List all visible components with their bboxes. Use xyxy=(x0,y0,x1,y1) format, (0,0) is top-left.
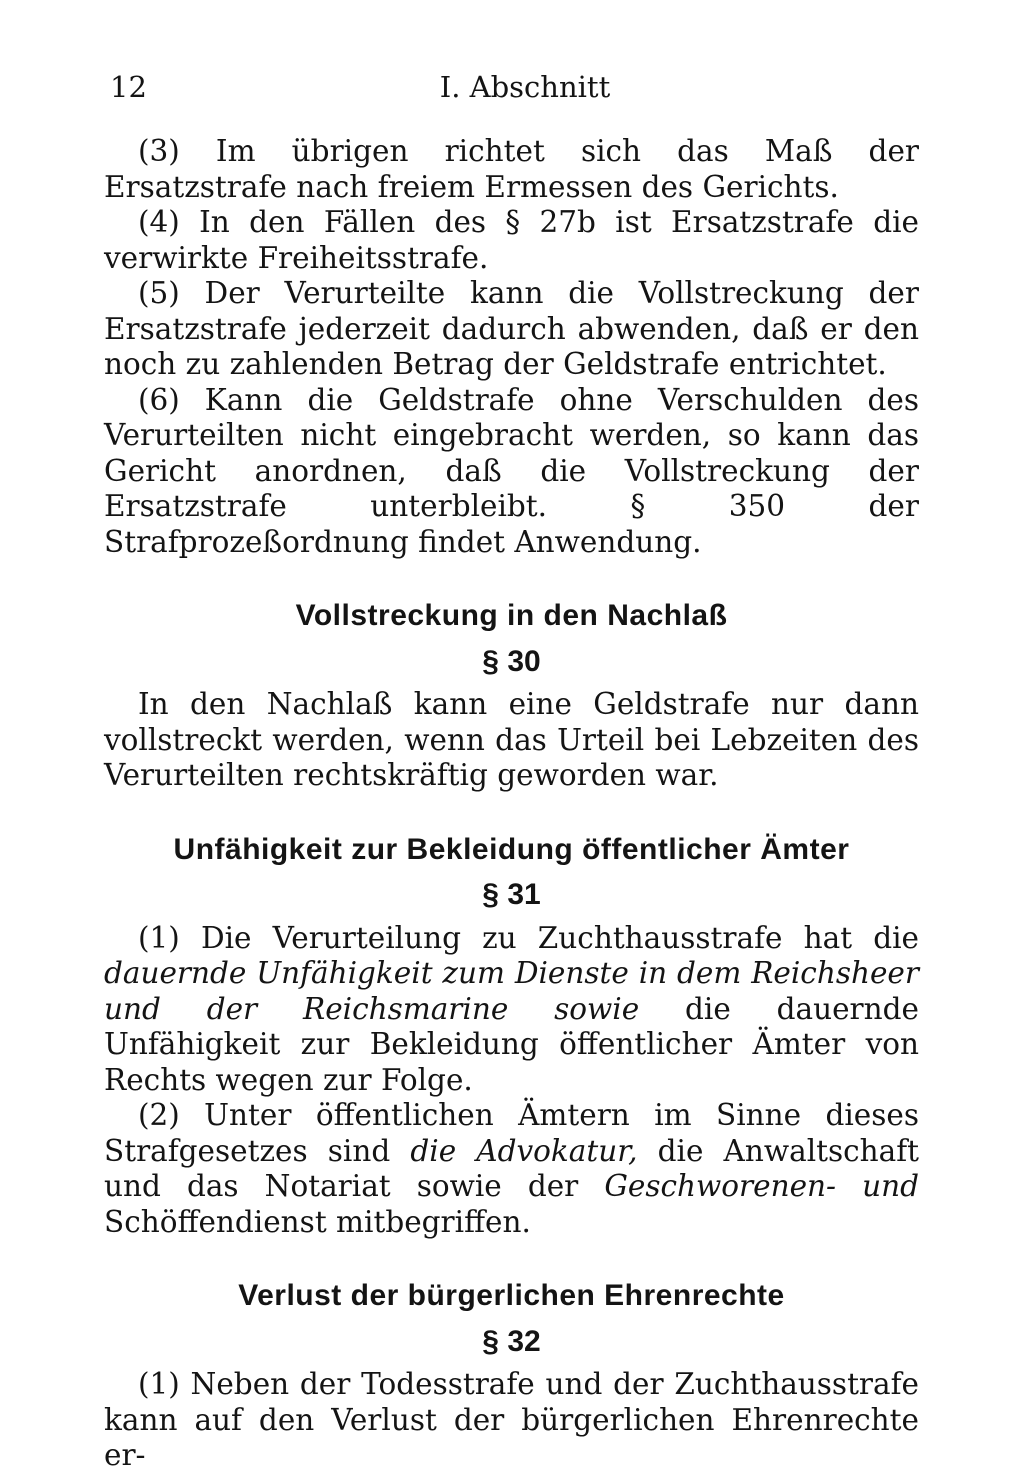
paragraph-29-6: (6) Kann die Geldstrafe ohne Verschulden des Verurteilten nicht eingebracht werden, so kann das Gericht anordnen, daß die Vollstreckung der Ersatzstrafe unterbleibt. § 350 der Strafprozeßordnung findet Anwendung. xyxy=(104,382,919,559)
section-32-heading: Verlust der bürgerlichen Ehrenrechte xyxy=(238,1279,785,1312)
paragraph-31-2-text-e: Schöffendienst mitbegriffen. xyxy=(104,1204,531,1239)
section-31-heading: Unfähigkeit zur Bekleidung öffentlicher Ämter xyxy=(173,832,850,866)
page-body xyxy=(104,134,919,1474)
paragraph-32-1: (1) Neben der Todesstrafe und der Zuchthausstrafe kann auf den Verlust der bürgerlichen Ehrenrechte er- xyxy=(104,1367,919,1472)
section-32-number: § 32 xyxy=(482,1324,541,1358)
paragraph-29-4: (4) In den Fällen des § 27b ist Ersatzstrafe die verwirkte Freiheitsstrafe. xyxy=(104,205,919,275)
section-31-number: § 31 xyxy=(482,878,541,911)
paragraph-29-3: (3) Im übrigen richtet sich das Maß der Ersatzstrafe nach freiem Ermessen des Gerichts. xyxy=(104,134,919,204)
paragraph-31-2-text-c: die Anwaltschaft und das Notariat sowie der xyxy=(104,1133,920,1203)
paragraph-30-1: In den Nachlaß kann eine Geldstrafe nur dann vollstreckt werden, wenn das Urteil bei Lebzeiten des Verurteilten rechtskräftig geworden war. xyxy=(104,687,919,792)
paragraph-31-1 xyxy=(104,921,919,1099)
paragraph-29-5: (5) Der Verurteilte kann die Vollstreckung der Ersatzstrafe jederzeit dadurch abwenden, daß er den noch zu zahlenden Betrag der Geldstrafe entrichtet. xyxy=(104,276,919,381)
paragraph-31-1-text-c: die dauernde Unfähigkeit zur Bekleidung öffentlicher Ämter von Rechts wegen zur Folge. xyxy=(104,991,919,1097)
page-header xyxy=(110,70,920,110)
section-30-heading: Vollstreckung in den Nachlaß xyxy=(295,599,728,632)
page-number: 12 xyxy=(110,70,147,104)
paragraph-31-2-italic-d: Geschworenen- und xyxy=(604,1169,919,1203)
section-30-number: § 30 xyxy=(482,644,541,678)
paragraph-31-2-italic-b: die Advokatur, xyxy=(410,1133,638,1168)
paragraph-31-1-italic: dauernde Unfähigkeit zum Dienste in dem Reichsheer und der Reichsmarine sowie xyxy=(104,956,919,1026)
paragraph-31-1-text-a: (1) Die Verurteilung zu Zuchthausstrafe hat die xyxy=(138,920,919,955)
running-title: I. Abschnitt xyxy=(439,70,611,104)
paragraph-31-2 xyxy=(104,1098,919,1240)
paragraph-31-2-text-a: (2) Unter öffentlichen Ämtern im Sinne dieses Strafgesetzes sind xyxy=(104,1098,919,1168)
